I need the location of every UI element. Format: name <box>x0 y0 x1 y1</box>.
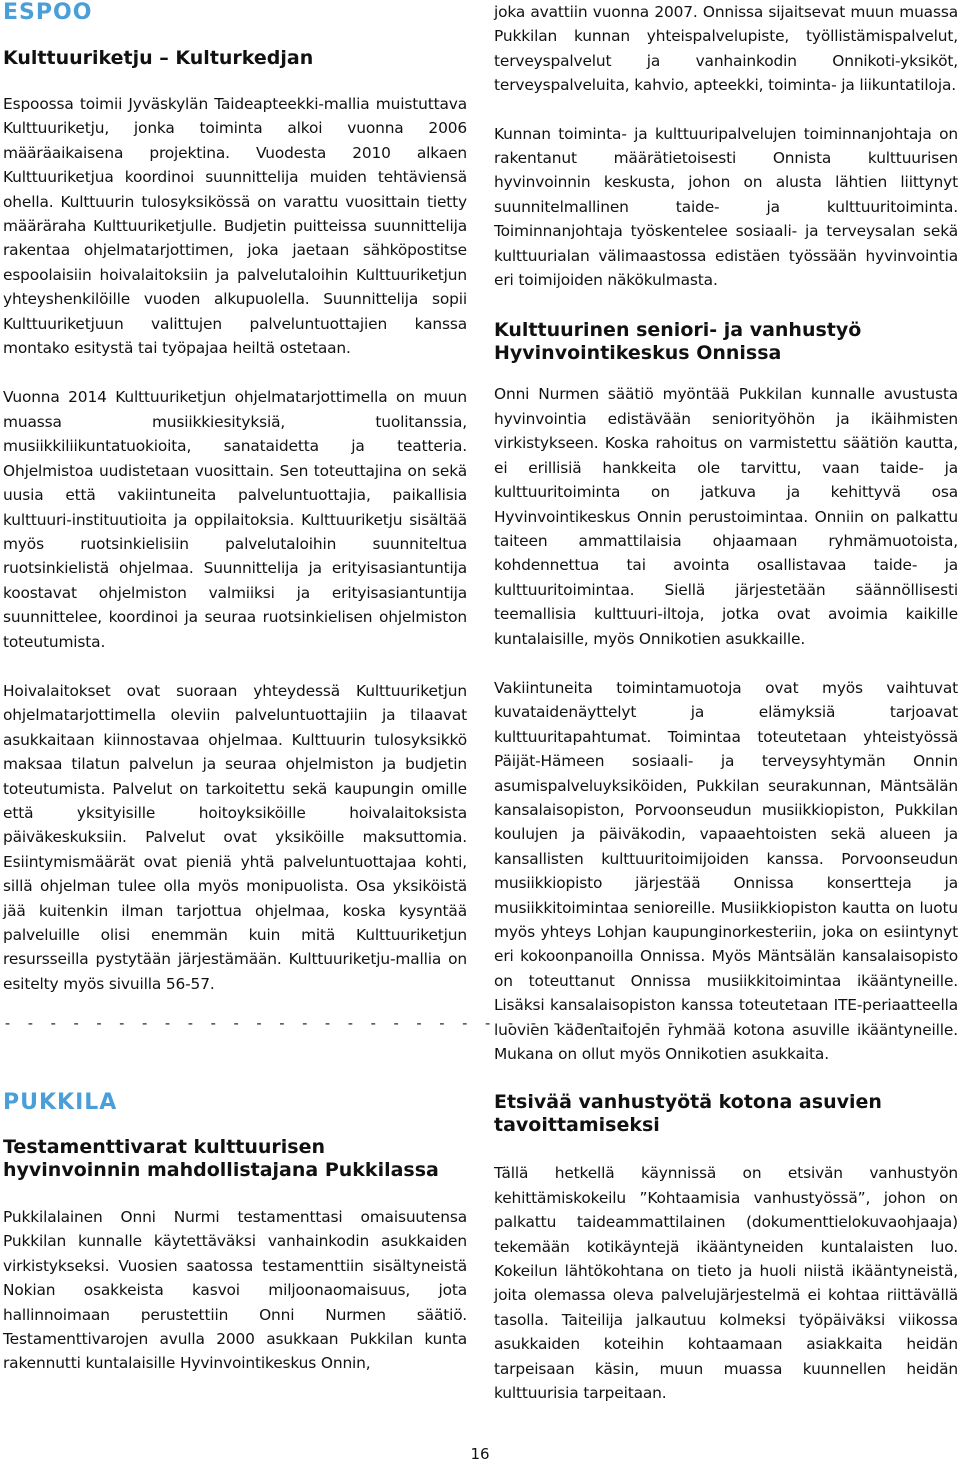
section-separator: - - - - - - - - - - - - - - - - - - - - - - - - - - - - - - <box>3 1014 678 1032</box>
right-column <box>494 0 958 1406</box>
region-heading-pukkila: PUKKILA <box>3 1090 118 1115</box>
body-paragraph: Hoivalaitokset ovat suoraan yhteydessä Kulttuuriketjun ohjelmatarjottimella oleviin palveluntuottajiin ja tilaavat asukkaitaan kiinnostavaa ohjelmaa. Kulttuurin tulosyksikkö maksaa tilatun palvelun ja seuraa ohjelmiston ja budjetin toteutumista. Palvelut on tarkoitettu sekä kaupungin omille että yksityisille hoitoyksiköille hoivalaitoksista päiväkeskuksiin. Palvelut ovat yksiköille maksuttomia. Esiintymismäärät ovat pieniä yhtä palveluntuottajaa kohti, sillä ohjelman tulee olla myös monipuolista. Osa yksiköistä jää kuitenkin ilman tarjottua ohjelmaa, koska kysyntää palveluille olisi enemmän kuin mitä Kulttuuriketjun resursseilla pystytään järjestämään. Kulttuuriketju-mallia on esitelty myös sivuilla 56-57. <box>3 681 467 993</box>
region-heading-espoo: ESPOO <box>3 0 93 25</box>
left-column-pukkila <box>3 1090 467 1376</box>
section-heading-kulttuuriketju: Kulttuuriketju – Kulturkedjan <box>3 47 314 69</box>
body-paragraph: Kunnan toiminta- ja kulttuuripalvelujen toiminnanjohtaja on rakentanut määrätietoisesti Onnista kulttuurisen hyvinvoinnin keskusta, johon on alusta lähtien liittynyt suunnitelmallinen taide- ja kulttuuritoiminta. Toiminnanjohtaja työskentelee sosiaali- ja terveysalan sekä kulttuurialan välimaastossa edistäen työssään hyvinvointia eri toimijoiden näkökulmasta. <box>494 124 958 290</box>
body-paragraph: Onni Nurmen säätiö myöntää Pukkilan kunnalle avustusta hyvinvointia edistävään seniorityöhön ja ikäihmisten virkistykseen. Koska rahoitus on varmistettu säätiön kautta, ei erillisiä hankkeita ole tarvittu, vaan taide- ja kulttuuritoiminta on jatkuva ja kehittyvä osa Hyvinvointikeskus Onnin perustoimintaa. Onniin on palkattu taiteen ammattilaisia ohjaamaan ryhmämuotoista, kohdennettua tai avointa osallistavaa taide- ja kulttuuritoimintaa. Siellä järjestetään säännöllisesti teemallisia kulttuuri-iltoja, jotka ovat avoimia kaikille kuntalaisille, myös Onnikotien asukkaille. <box>494 385 958 648</box>
body-paragraph: joka avattiin vuonna 2007. Onnissa sijaitsevat muun muassa Pukkilan kunnan yhteispalvelupiste, työllistämispalvelut, terveyspalvelut ja vanhainkodin Onnikoti-yksiköt, terveyspalveluita, kahvio, apteekki, toiminta- ja liikuntatiloja. <box>494 3 958 95</box>
body-paragraph: Vuonna 2014 Kulttuuriketjun ohjelmatarjottimella on muun muassa musiikkiesityksiä, tuolitanssia, musiikkiliikuntatuokioita, sanataidetta ja teatteria. Ohjelmistoa uudistetaan vuosittain. Sen toteuttajina on sekä uusia että vakiintuneita palveluntuottajia, paikallisia kulttuuri-instituutioita ja oppilaitoksia. Kulttuuriketju sisältää myös ruotsinkielisiin palvelutaloihin suunniteltua ruotsinkielistä ohjelmaa. Suunnittelija ja erityisasiantuntija koostavat ohjelmiston valmiiksi ja erityisasiantuntija suunnittelee, koordinoi ja seuraa ruotsinkielisen ohjelmiston toteutumista. <box>3 388 467 651</box>
body-paragraph: Tällä hetkellä käynnissä on etsivän vanhustyön kehittämiskokeilu ”Kohtaamisia vanhustyössä”, johon on palkattu taideammattilainen (dokumenttielokuvaohjaaja) tekemään kotikäyntejä ikääntyneiden kuntalaisten luo. Kokeilun lähtökohtana on tieto ja huoli niistä ikääntyneistä, joita olemassa oleva palvelujärjestelmä ei kohtaa riittävällä tasolla. Taiteilija jalkautuu kolmeksi työpäiväksi viikossa asukkaiden koteihin kohtaamaan asiakkaita heidän tarpeisaan käsin, muun muassa kuunnellen heidän kulttuurisia tarpeitaan. <box>494 1164 958 1403</box>
section-heading-testamenttivarat: Testamenttivarat kulttuurisen hyvinvoinnin mahdollistajana Pukkilassa <box>3 1136 439 1181</box>
section-heading-seniori: Kulttuurinen seniori- ja vanhustyö Hyvinvointikeskus Onnissa <box>494 319 862 365</box>
page-number: 16 <box>470 1445 490 1463</box>
section-heading-etsiva: Etsivää vanhustyötä kotona asuvien tavoittamiseksi <box>494 1091 882 1137</box>
body-paragraph: Vakiintuneita toimintamuotoja ovat myös vaihtuvat kuvataidenäyttelyt ja elämyksiä tarjoavat kulttuuritapahtumat. Toimintaa toteutetaan yhteistyössä Päijät-Hämeen sosiaali- ja terveysyhtymän Onnin asumispalveluyksiköiden, Pukkilan seurakunnan, Mäntsälän kansalaisopiston, Porvoonseudun musiikkiopiston, Pukkilan koulujen ja päiväkodin, vapaaehtoisten sekä alueen ja kansallisten kulttuuritoimijoiden kanssa. Porvoonseudun musiikkiopisto järjestää Onnissa konsertteja ja musiikkitoimintaa senioreille. Musiikkiopiston kautta on luotu myös yhteys Lohjan kaupunginorkesteriin, joka on esiintynyt eri kokoonpanoilla Onnissa. Myös Mäntsälän kansalaisopisto on toteuttanut Onnissa musiikkitoimintaa ikääntyneille. Lisäksi kansalaisopiston kanssa toteutetaan ITE-periaatteella luovien kädentaitojen ryhmää kotona asuville ikääntyneille. Mukana on ollut myös Onnikotien asukkaita. <box>494 678 958 1064</box>
body-paragraph: Espoossa toimii Jyväskylän Taideapteekki-mallia muistuttava Kulttuuriketju, jonka toiminta alkoi vuonna 2006 määräaikaisena projektina. Vuodesta 2010 alkaen Kulttuuriketjua koordinoi suunnittelija muiden tehtäviensä ohella. Kulttuurin tulosyksikössä on varattu vuosittain tietty määräraha Kulttuuriketjulle. Budjetin puitteissa suunnittelija rakentaa ohjelmatarjottimen, joka jaetaan sähköpostitse espoolaisiin hoivalaitoksiin ja palvelutaloihin Kulttuuriketjun yhteyshenkilöille vuoden alkupuolella. Suunnittelija sopii Kulttuuriketjuun valittujen palveluntuottajien kanssa montako esitystä tai työpajaa heiltä ostetaan. <box>3 95 467 358</box>
left-column <box>3 0 467 996</box>
body-paragraph: Pukkilalainen Onni Nurmi testamenttasi omaisuutensa Pukkilan kunnalle käytettäväksi vanhainkodin asukkaiden virkistykseksi. Vuosien saatossa testamenttiin sisältyneistä Nokian osakkeista kasvoi miljoonaomaisuus, jota hallinnoimaan perustettiin Onni Nurmen säätiö. Testamenttivarojen avulla 2000 asukkaan Pukkilan kunta rakennutti kuntalaisille Hyvinvointikeskus Onnin, <box>3 1208 467 1373</box>
